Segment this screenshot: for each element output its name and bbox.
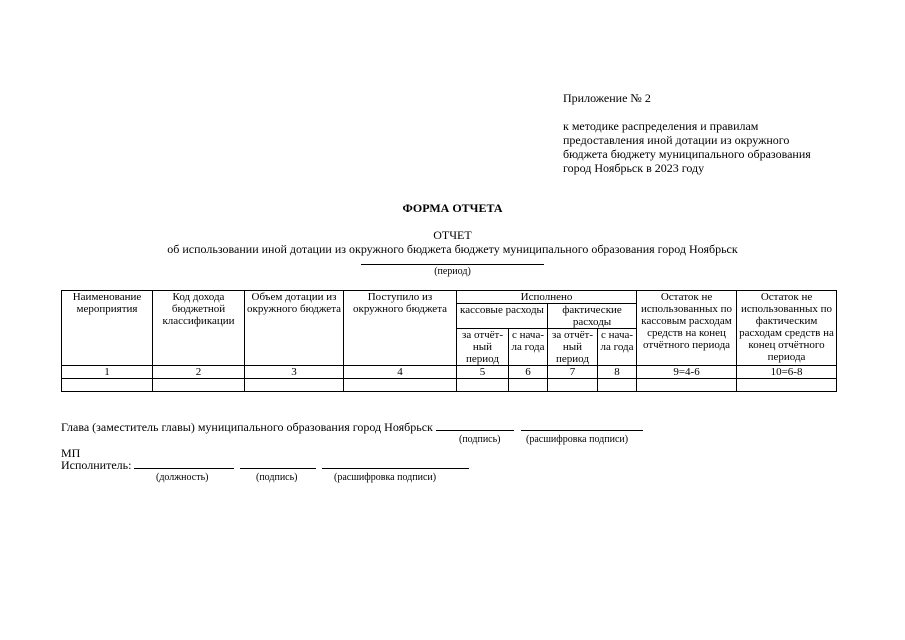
column-number: 3 [245,366,344,379]
empty-cell [598,379,637,392]
column-number: 6 [509,366,548,379]
period-label: (период) [434,266,471,277]
column-number: 2 [153,366,245,379]
empty-cell [509,379,548,392]
column-number: 8 [598,366,637,379]
report-table [61,290,837,392]
header-cell: кассовые расходы [457,304,548,329]
executor-sign-blank [240,458,316,469]
header-cell: Наименование мероприятия [62,291,153,366]
empty-cell [62,379,153,392]
report-heading [0,228,905,256]
header-cell: за отчёт-ный период [548,329,598,366]
executor-decode-caption: (расшифровка подписи) [334,472,437,483]
head-signature-text: Глава (заместитель главы) муниципального образования город Ноябрьск [61,420,433,434]
empty-cell [737,379,837,392]
appendix-block [563,91,863,175]
head-signature-blank [436,420,514,431]
executor-signature-line [61,458,861,473]
executor-decode-blank [322,458,469,469]
column-number: 10=6-8 [737,366,837,379]
appendix-line: предоставления иной дотации из окружного [563,133,790,147]
executor-sign-caption: (подпись) [256,472,298,483]
header-cell: с нача-ла года [509,329,548,366]
header-cell: Поступило из окружного бюджета [344,291,457,366]
head-sign-caption: (подпись) [459,434,501,445]
column-number: 5 [457,366,509,379]
head-decode-caption: (расшифровка подписи) [526,434,629,445]
column-number: 1 [62,366,153,379]
report-title: ОТЧЕТ [433,228,472,242]
header-row [62,291,837,304]
executor-position-blank [134,458,234,469]
column-number: 4 [344,366,457,379]
header-cell: Остаток не использованных по фактическим расходам средств на конец отчётного периода [737,291,837,366]
appendix-title: Приложение № 2 [563,91,651,105]
appendix-line: к методике распределения и правилам [563,119,759,133]
header-cell: фактические расходы [548,304,637,329]
empty-cell [344,379,457,392]
mp-label: МП [61,446,81,460]
form-title: ФОРМА ОТЧЕТА [402,201,503,215]
head-signature-line [61,420,861,435]
header-cell: Остаток не использованных по кассовым расходам средств на конец отчётного периода [637,291,737,366]
empty-cell [548,379,598,392]
empty-cell [637,379,737,392]
column-number: 9=4-6 [637,366,737,379]
report-subtitle: об использовании иной дотации из окружного бюджета бюджету муниципального образования город Ноябрьск [167,242,738,256]
head-decode-blank [521,420,643,431]
empty-cell [245,379,344,392]
header-cell: Исполнено [457,291,637,304]
empty-row [62,379,837,392]
header-cell: с нача-ла года [598,329,637,366]
column-number: 7 [548,366,598,379]
column-number-row [62,366,837,379]
appendix-line: город Ноябрьск в 2023 году [563,161,705,175]
executor-position-caption: (должность) [156,472,209,483]
executor-text: Исполнитель: [61,458,132,472]
empty-cell [153,379,245,392]
period-underline [361,264,544,265]
header-cell: Код дохода бюджетной классификации [153,291,245,366]
appendix-line: бюджета бюджету муниципального образования [563,147,811,161]
header-cell: за отчёт-ный период [457,329,509,366]
header-cell: Объем дотации из окружного бюджета [245,291,344,366]
empty-cell [457,379,509,392]
